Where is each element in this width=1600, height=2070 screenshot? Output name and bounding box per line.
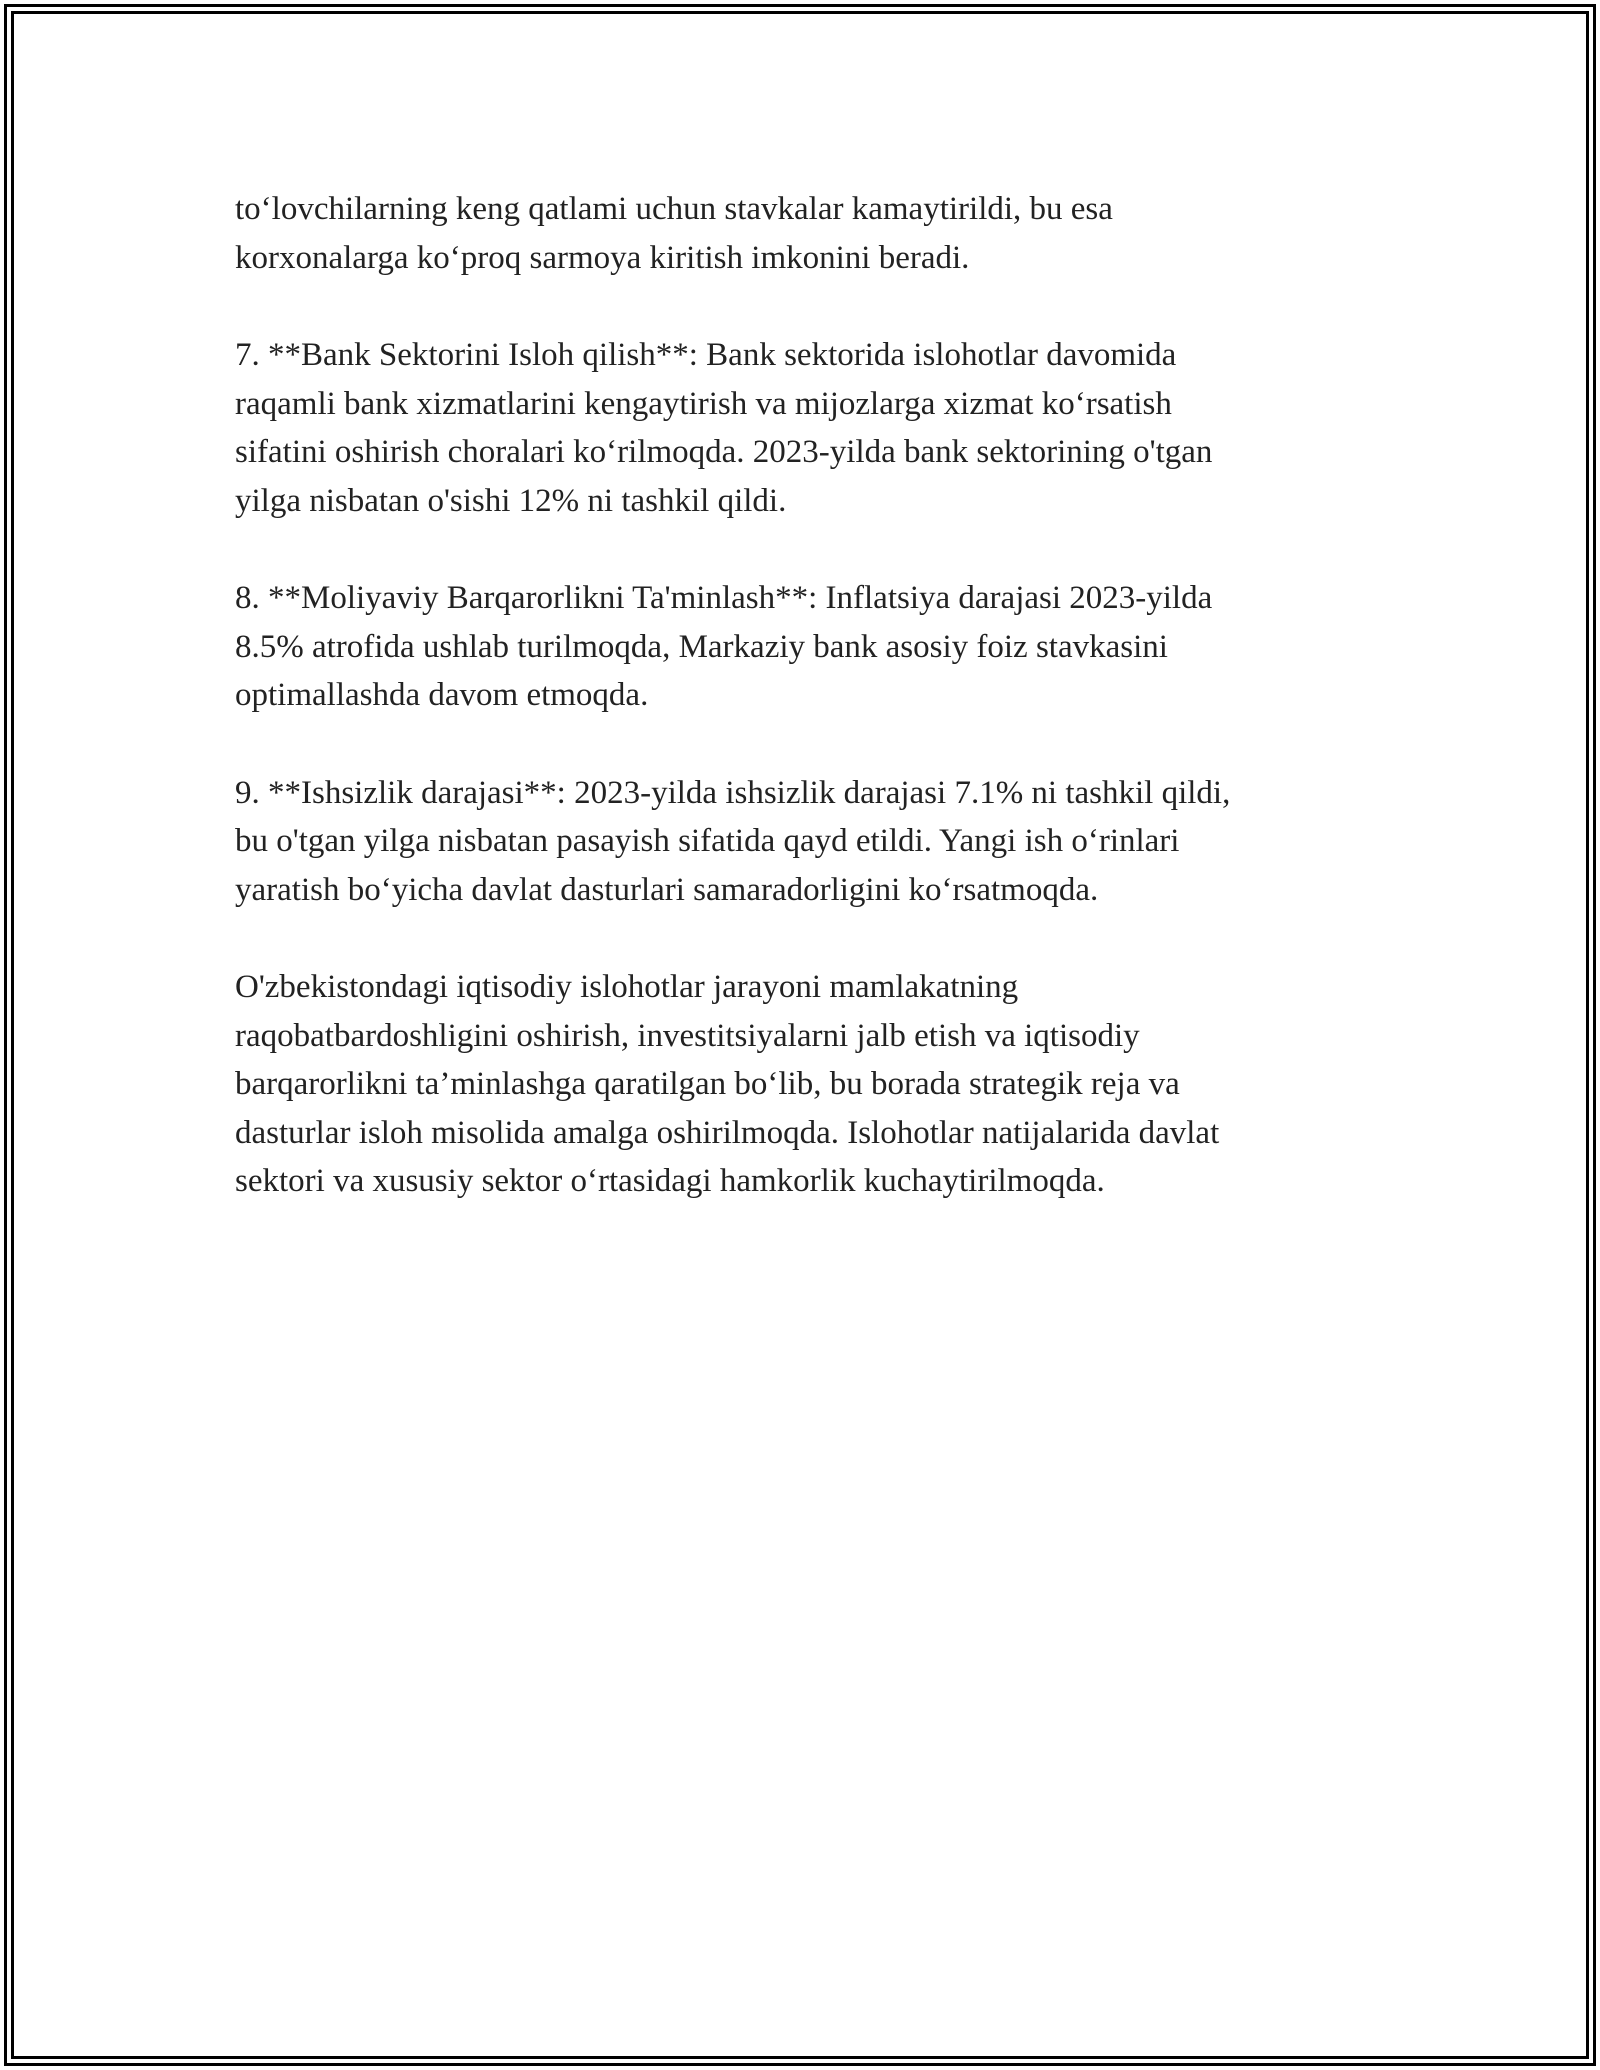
document-body: [235, 185, 1375, 1255]
paragraph-intro-continuation: to‘lovchilarning keng qatlami uchun stavkalar kamaytirildi, bu esa korxonalarga ko‘proq sarmoya kiritish imkonini beradi.: [235, 191, 1113, 276]
paragraph-financial-stability: 8. **Moliyaviy Barqarorlikni Ta'minlash**: Inflatsiya darajasi 2023-yilda 8.5% atrofida ushlab turilmoqda, Markaziy bank asosiy foiz stavkasini optimallashda davom etmoqda.: [235, 580, 1213, 713]
paragraph-bank-sector-reform: 7. **Bank Sektorini Isloh qilish**: Bank sektorida islohotlar davomida raqamli bank xizmatlarini kengaytirish va mijozlarga xizmat ko‘rsatish sifatini oshirish choralari ko‘rilmoqda. 2023-yilda bank sektorining o'tgan yilga nisbatan o'sishi 12% ni tashkil qildi.: [235, 337, 1213, 519]
paragraph-unemployment-rate: 9. **Ishsizlik darajasi**: 2023-yilda ishsizlik darajasi 7.1% ni tashkil qildi, bu o'tgan yilga nisbatan pasayish sifatida qayd etildi. Yangi ish o‘rinlari yaratish bo‘yicha davlat dasturlari samaradorligini ko‘rsatmoqda.: [235, 774, 1231, 908]
paragraph-conclusion: O'zbekistondagi iqtisodiy islohotlar jarayoni mamlakatning raqobatbardoshligini oshirish, investitsiyalarni jalb etish va iqtisodiy barqarorlikni ta’minlashga qaratilgan bo‘lib, bu borada strategik reja va dasturlar isloh misolida amalga oshirilmoqda. Islohotlar natijalarida davlat sektori va xususiy sektor o‘rtasidagi hamkorlik kuchaytirilmoqda.: [235, 969, 1220, 1199]
